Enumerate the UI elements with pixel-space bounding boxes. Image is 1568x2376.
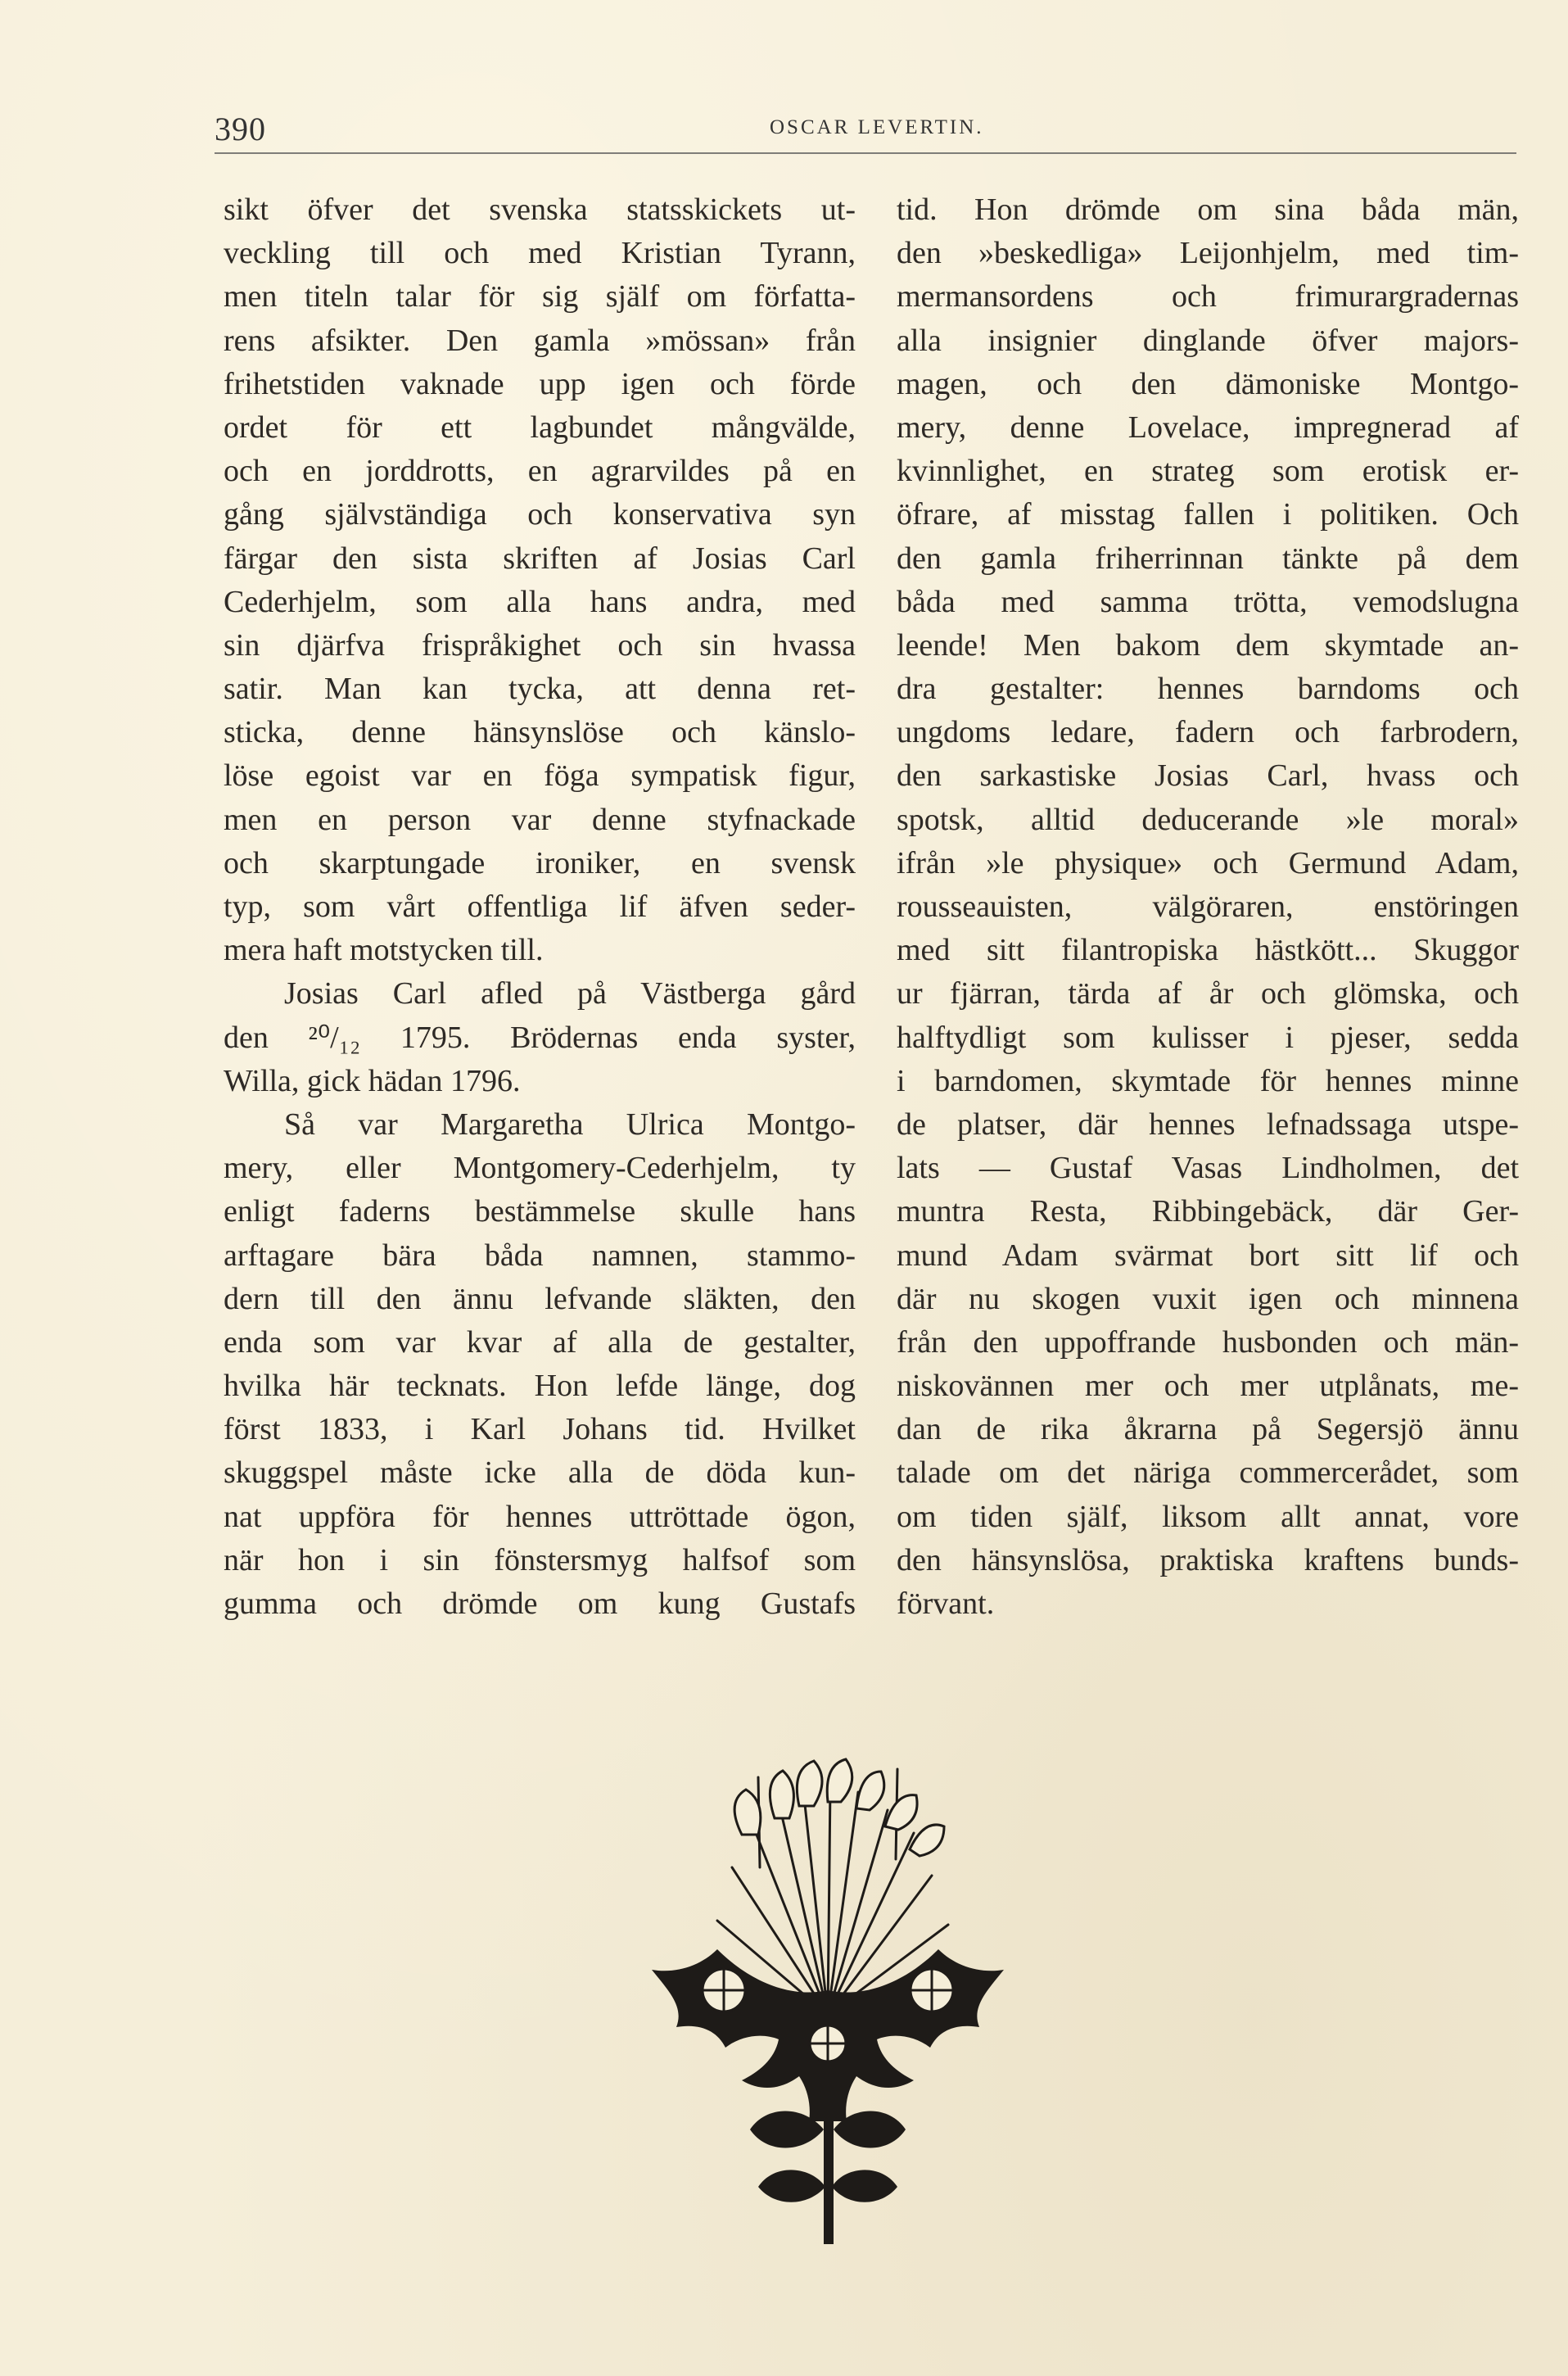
- right-column-line: spotsk, alltid deducerande »le moral»: [897, 802, 1519, 837]
- left-column-line: satir. Man kan tycka, att denna ret-: [224, 672, 856, 707]
- left-column-line: enda som var kvar af alla de gestalter,: [224, 1324, 856, 1360]
- left-column-line: mery, eller Montgomery-Cederhjelm, ty: [224, 1151, 856, 1186]
- left-text-column: [224, 188, 856, 1626]
- left-column-line: färgar den sista skriften af Josias Carl: [224, 541, 856, 576]
- left-column-line: sticka, denne hänsynslöse och känslo-: [224, 715, 856, 750]
- running-title: OSCAR LEVERTIN.: [770, 116, 984, 138]
- left-column-line: löse egoist var en föga sympatisk figur,: [224, 758, 856, 794]
- right-column-line: den gamla friherrinnan tänkte på dem: [897, 541, 1519, 576]
- left-column-line: Josias Carl afled på Västberga gård: [284, 976, 856, 1011]
- right-column-line: alla insignier dinglande öfver majors-: [897, 323, 1519, 358]
- left-column-line: men titeln talar för sig själf om författa-: [224, 279, 856, 315]
- right-column-line: ifrån »le physique» och Germund Adam,: [897, 845, 1519, 880]
- right-column-line: mund Adam svärmat bort sitt lif och: [897, 1238, 1519, 1273]
- right-column-line: den sarkastiske Josias Carl, hvass och: [897, 758, 1519, 794]
- right-column-line: båda med samma trötta, vemodslugna: [897, 584, 1519, 619]
- right-column-line: från den uppoffrande husbonden och män-: [897, 1324, 1519, 1360]
- right-column-line: ungdoms ledare, fadern och farbrodern,: [897, 715, 1519, 750]
- left-column-line: när hon i sin fönstersmyg halfsof som: [224, 1542, 856, 1577]
- left-column-line: sikt öfver det svenska statsskickets ut-: [224, 192, 856, 227]
- right-column-line: förvant.: [897, 1586, 995, 1621]
- header-rule: [215, 152, 1516, 154]
- right-column-line: rousseauisten, välgöraren, enstöringen: [897, 889, 1519, 924]
- right-column-line: den hänsynslösa, praktiska kraftens bunds-: [897, 1542, 1519, 1577]
- left-column-line: mera haft motstycken till.: [224, 933, 544, 968]
- right-column-line: leende! Men bakom dem skymtade an-: [897, 627, 1519, 663]
- left-column-line: veckling till och med Kristian Tyrann,: [224, 236, 856, 271]
- left-column-line: först 1833, i Karl Johans tid. Hvilket: [224, 1412, 856, 1447]
- right-column-line: om tiden själf, liksom allt annat, vore: [897, 1499, 1519, 1534]
- left-column-line: gumma och drömde om kung Gustafs: [224, 1586, 856, 1621]
- right-column-line: i barndomen, skymtade för hennes minne: [897, 1063, 1519, 1098]
- right-column-line: mery, denne Lovelace, impregnerad af: [897, 410, 1519, 445]
- left-column-line: den ²⁰/₁₂ 1795. Brödernas enda syster,: [224, 1020, 856, 1055]
- right-column-line: lats — Gustaf Vasas Lindholmen, det: [897, 1151, 1519, 1186]
- left-column-line: nat uppföra för hennes uttröttade ögon,: [224, 1499, 856, 1534]
- running-head: [215, 105, 1519, 154]
- right-column-line: med sitt filantropiska hästkött... Skuggor: [897, 933, 1519, 968]
- left-column-line: hvilka här tecknats. Hon lefde länge, dog: [224, 1369, 856, 1404]
- left-column-line: ordet för ett lagbundet mångvälde,: [224, 410, 856, 445]
- left-column-line: Cederhjelm, som alla hans andra, med: [224, 584, 856, 619]
- geranium-flower-ornament-icon: [627, 1745, 1028, 2252]
- right-column-line: dan de rika åkrarna på Segersjö ännu: [897, 1412, 1519, 1447]
- left-column-line: rens afsikter. Den gamla »mössan» från: [224, 323, 856, 358]
- left-column-line: sin djärfva frispråkighet och sin hvassa: [224, 627, 856, 663]
- right-column-line: halftydligt som kulisser i pjeser, sedda: [897, 1020, 1519, 1055]
- left-column-line: frihetstiden vaknade upp igen och förde: [224, 366, 856, 401]
- left-column-line: enligt faderns bestämmelse skulle hans: [224, 1194, 856, 1229]
- right-column-line: ur fjärran, tärda af år och glömska, och: [897, 976, 1519, 1011]
- right-column-line: kvinnlighet, en strateg som erotisk er-: [897, 454, 1519, 489]
- left-column-line: och skarptungade ironiker, en svensk: [224, 845, 856, 880]
- left-column-line: gång självständiga och konservativa syn: [224, 497, 856, 532]
- left-column-line: typ, som vårt offentliga lif äfven seder-: [224, 889, 856, 924]
- left-column-line: dern till den ännu lefvande släkten, den: [224, 1281, 856, 1316]
- right-column-line: talade om det näriga commercerådet, som: [897, 1455, 1519, 1491]
- right-column-line: den »beskedliga» Leijonhjelm, med tim-: [897, 236, 1519, 271]
- left-column-line: och en jorddrotts, en agrarvildes på en: [224, 454, 856, 489]
- right-column-line: dra gestalter: hennes barndoms och: [897, 672, 1519, 707]
- right-column-line: där nu skogen vuxit igen och minnena: [897, 1281, 1519, 1316]
- page-number: 390: [215, 111, 266, 147]
- right-column-line: muntra Resta, Ribbingebäck, där Ger-: [897, 1194, 1519, 1229]
- right-column-line: de platser, där hennes lefnadssaga utspe-: [897, 1107, 1519, 1142]
- left-column-line: Så var Margaretha Ulrica Montgo-: [284, 1107, 856, 1142]
- left-column-line: Willa, gick hädan 1796.: [224, 1063, 521, 1098]
- right-text-column: [897, 188, 1519, 1626]
- right-column-line: mermansordens och frimurargradernas: [897, 279, 1519, 315]
- right-column-line: niskovännen mer och mer utplånats, me-: [897, 1369, 1519, 1404]
- right-column-line: magen, och den dämoniske Montgo-: [897, 366, 1519, 401]
- left-column-line: arftagare bära båda namnen, stammo-: [224, 1238, 856, 1273]
- left-column-line: skuggspel måste icke alla de döda kun-: [224, 1455, 856, 1491]
- left-column-line: men en person var denne styfnackade: [224, 802, 856, 837]
- right-column-line: öfrare, af misstag fallen i politiken. Och: [897, 497, 1519, 532]
- right-column-line: tid. Hon drömde om sina båda män,: [897, 192, 1519, 227]
